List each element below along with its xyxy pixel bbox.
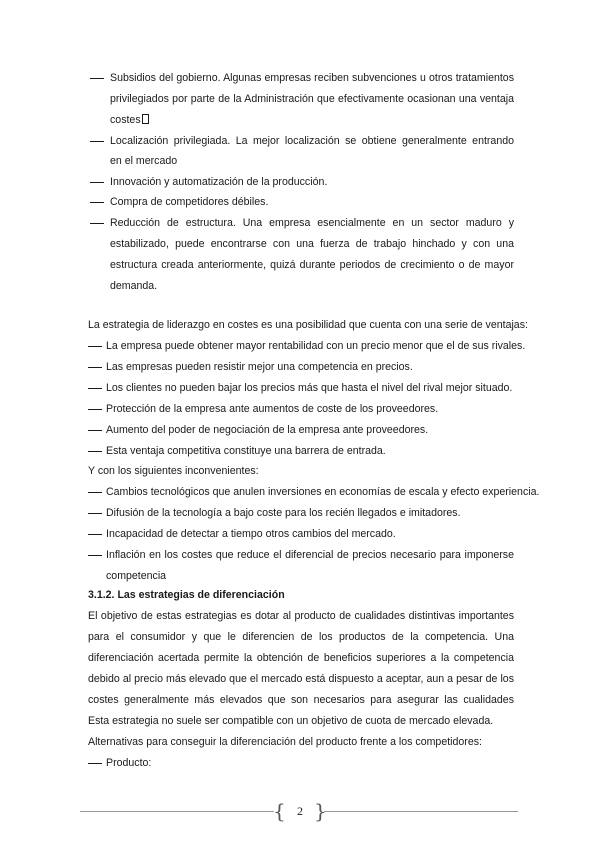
list-item-text: Innovación y automatización de la producción. <box>110 176 328 188</box>
dash-bullet <box>88 367 102 368</box>
dash-bullet <box>88 430 102 431</box>
ventaja-item: Las empresas pueden resistir mejor una competencia en precios. <box>0 357 599 377</box>
page-number: 2 <box>297 804 303 818</box>
dash-bullet <box>88 388 102 389</box>
dash-bullet <box>88 763 102 764</box>
left-brace-icon: { <box>273 799 286 823</box>
ventaja-item: Los clientes no pueden bajar los precios más que hasta el nivel del rival mejor situado. <box>0 378 599 398</box>
ventaja-item: Protección de la empresa ante aumentos de coste de los proveedores. <box>0 399 599 419</box>
list-item-continuation <box>0 255 599 275</box>
list-item-continuation <box>0 110 599 130</box>
list-item-text: Reducción de estructura. Una empresa esencialmente en un sector maduro y <box>110 217 514 229</box>
list-item-continuation <box>0 151 599 171</box>
dash-bullet <box>90 202 104 203</box>
dash-bullet <box>88 555 102 556</box>
list-item-continuation <box>0 276 599 296</box>
list-item-continuation <box>0 234 599 254</box>
right-brace-icon: } <box>314 799 327 823</box>
intro-inconvenientes: Y con los siguientes inconvenientes: <box>88 465 259 477</box>
dash-bullet <box>88 534 102 535</box>
dash-bullet <box>88 513 102 514</box>
dash-bullet <box>90 141 104 142</box>
list-item-subsidios <box>0 68 599 88</box>
dash-bullet <box>88 409 102 410</box>
dash-bullet <box>88 492 102 493</box>
intro-ventajas: La estrategia de liderazgo en costes es una posibilidad que cuenta con una serie de ventajas: <box>88 319 528 331</box>
footer-rule-right <box>324 811 518 812</box>
section-heading: 3.1.2. Las estrategias de diferenciación <box>88 589 285 601</box>
list-item-text: estabilizado, puede encontrarse con una fuerza de trabajo hinchado y con una <box>110 238 514 250</box>
paragraph-line: Esta estrategia no suele ser compatible con un objetivo de cuota de mercado elevada. <box>88 715 494 727</box>
ventaja-item: Aumento del poder de negociación de la empresa ante proveedores. <box>0 420 599 440</box>
list-item-text: costes <box>110 110 149 130</box>
dash-bullet <box>90 78 104 79</box>
list-item-text: Compra de competidores débiles. <box>110 196 269 208</box>
footer-rule-left <box>80 811 274 812</box>
dash-bullet <box>90 223 104 224</box>
list-item-innovacion <box>0 172 599 192</box>
list-item-text: demanda. <box>110 280 158 292</box>
dash-bullet <box>88 346 102 347</box>
list-item-reduccion <box>0 213 599 233</box>
inconveniente-item: Incapacidad de detectar a tiempo otros cambios del mercado. <box>0 524 599 544</box>
paragraph-line: costes generalmente más elevados que son necesarios para asegurar las cualidades <box>88 694 514 706</box>
footnote-box-icon <box>142 114 149 124</box>
inconveniente-item: Inflación en los costes que reduce el diferencial de precios necesario para imponerse <box>0 545 599 565</box>
list-item-continuation <box>0 89 599 109</box>
list-item-text: privilegiados por parte de la Administración que efectivamente ocasionan una ventaja <box>110 93 514 105</box>
paragraph-line: diferenciación acertada permite la obtención de beneficios superiores a la competencia <box>88 652 514 664</box>
list-item-text: en el mercado <box>110 155 178 167</box>
paragraph-line: Alternativas para conseguir la diferenciación del producto frente a los competidores: <box>88 736 482 748</box>
dash-bullet <box>88 451 102 452</box>
paragraph-line: El objetivo de estas estrategias es dotar al producto de cualidades distintivas importantes <box>88 610 514 622</box>
ventaja-item: Esta ventaja competitiva constituye una barrera de entrada. <box>0 441 599 461</box>
paragraph-line: debido al precio más elevado que el mercado está dispuesto a aceptar, aun a pesar de los <box>88 673 514 685</box>
list-item-text: Localización privilegiada. La mejor localización se obtiene generalmente entrando <box>110 135 514 147</box>
producto-item: Producto: <box>0 753 599 773</box>
dash-bullet <box>90 182 104 183</box>
list-item-text: Subsidios del gobierno. Algunas empresas reciben subvenciones u otros tratamientos <box>110 72 514 84</box>
ventaja-item: La empresa puede obtener mayor rentabilidad con un precio menor que el de sus rivales. <box>0 336 599 356</box>
list-item-localizacion <box>0 131 599 151</box>
inconveniente-continuation: competencia <box>106 570 167 582</box>
list-item-text: estructura creada anteriormente, quizá durante periodos de crecimiento o de mayor <box>110 259 514 271</box>
paragraph-line: para el consumidor y que le diferencien de los productos de la competencia. Una <box>88 631 514 643</box>
list-item-compra <box>0 192 599 212</box>
inconveniente-item: Difusión de la tecnología a bajo coste para los recién llegados e imitadores. <box>0 503 599 523</box>
inconveniente-item: Cambios tecnológicos que anulen inversiones en economías de escala y efecto experiencia. <box>0 482 599 502</box>
